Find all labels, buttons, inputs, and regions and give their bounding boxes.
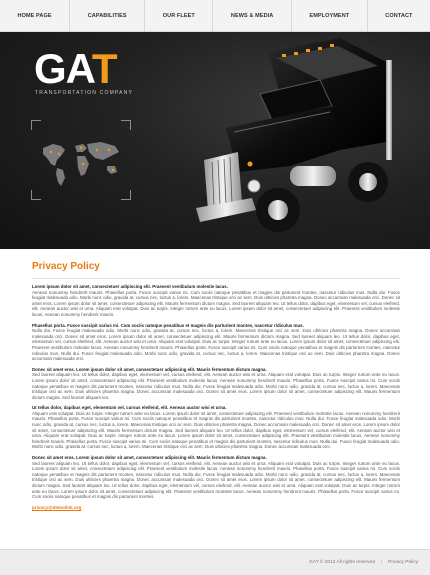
section-lead: Lorem ipsum dolor sit amet, consectetuer adipiscing elit. Praesent vestibulum molestie lacus. (32, 284, 228, 289)
section-text: Aliquam erat volutpat. Duis ac turpis. Integer rutrum ante eu lacus. Lorem ipsum dolor sit amet, consectetuer adipiscing elit. Praesent vestibulum molestie lacus. Aenean nonummy hendrerit mauris. Phasellus porta. Fusce suscipit varius mi. Cum sociis natoque penatibus et magnis dis parturient montes, nascetur ridiculus mus. Nulla dui. Fusce feugiat malesuada odio. Morbi nunc odio, gravida at, cursus nec, luctus a, lorem. Maecenas tristique orci ac sem. Duis ultricies pharetra magna. Donec accumsan malesuada orci. Donec sit amet eros. Lorem ipsum dolor sit amet, consectetuer adipiscing elit. Mauris fermentum dictum magna. Sed laoreet aliquam leo. Ut tellus dolor, dapibus eget, elementum vel, cursus eleifend, elit. Aenean auctor wisi et urna. Aliquam erat volutpat. Duis ac turpis. Integer rutrum ante eu lacus. Lorem ipsum dolor sit amet, consectetuer adipiscing elit. Praesent vestibulum molestie lacus. Aenean nonummy hendrerit mauris. Phasellus porta. Fusce suscipit varius mi. Cum sociis natoque penatibus et magnis dis parturient montes, nascetur ridiculus mus. Nulla dui. Fusce feugiat malesuada odio. Morbi nunc odio, gravida at, cursus nec, luctus a, lorem. Maecenas tristique orci ac sem. Duis ultricies pharetra magna. Donec accumsan malesuada orci. (32, 410, 400, 450)
section-text: Sed laoreet aliquam leo. Ut tellus dolor, dapibus eget, elementum vel, cursus eleifend, elit. Aenean auctor wisi et urna. Aliquam erat volutpat. Duis ac turpis. Integer rutrum ante eu lacus. Lorem ipsum dolor sit amet, consectetuer adipiscing elit. Praesent vestibulum molestie lacus. Aenean nonummy hendrerit mauris. Phasellus porta. Fusce suscipit varius mi. Cum sociis natoque penatibus et magnis dis parturient montes, nascetur ridiculus mus. Nulla dui. Fusce feugiat malesuada odio. Morbi nunc odio, gravida at, cursus nec, luctus a, lorem. Maecenas tristique orci ac sem. Duis ultricies pharetra magna. Donec accumsan malesuada orci. Donec sit amet eros. Lorem ipsum dolor sit amet, consectetuer adipiscing elit. Mauris fermentum dictum magna. Sed laoreet aliquam leo. (32, 372, 400, 400)
section-lead: Phasellus porta. Fusce suscipit varius mi. Cum sociis natoque penatibus et magnis dis parturient montes, nascetur ridiculus mus. (32, 322, 304, 328)
nav-news-media[interactable]: NEWS & MEDIA (212, 0, 291, 32)
policy-section (32, 405, 400, 450)
page-footer (0, 549, 430, 575)
nav-contact[interactable]: CONTACT (367, 0, 430, 32)
section-lead: Donec sit amet eros. Lorem ipsum dolor sit amet, consectetuer adipiscing elit. Mauris fermentum dictum magna. (32, 455, 267, 461)
top-navigation (0, 0, 430, 32)
footer-privacy-link[interactable]: Privacy Policy (388, 560, 418, 565)
nav-home-page[interactable]: HOME PAGE (17, 13, 52, 19)
policy-section (32, 323, 400, 362)
logo-accent-letter: T (91, 45, 117, 92)
section-text: Sed laoreet aliquam leo. Ut tellus dolor, dapibus eget, elementum vel, cursus eleifend, elit. Aenean auctor wisi et urna. Aliquam erat volutpat. Duis ac turpis. Integer rutrum ante eu lacus. Lorem ipsum dolor sit amet, consectetuer adipiscing elit. Praesent vestibulum molestie lacus. Aenean nonummy hendrerit mauris. Phasellus porta. Fusce suscipit varius mi. Cum sociis natoque penatibus et magnis dis parturient montes, nascetur ridiculus mus. Nulla dui. Fusce feugiat malesuada odio. Morbi nunc odio, gravida at, cursus nec, luctus a, lorem. Maecenas tristique orci ac sem. Duis ultricies pharetra magna. Donec accumsan malesuada orci. Donec sit amet eros. Lorem ipsum dolor sit amet, consectetuer adipiscing elit. Mauris fermentum dictum magna. Sed laoreet aliquam leo. Ut tellus dolor, dapibus eget, elementum vel, cursus eleifend, elit. Aenean auctor wisi et urna. Aliquam erat volutpat. Duis ac turpis. Integer rutrum ante eu lacus. Lorem ipsum dolor sit amet, consectetuer adipiscing elit. Praesent vestibulum molestie lacus. Aenean nonummy hendrerit mauris. Phasellus porta. Fusce suscipit varius mi. Cum sociis natoque penatibus et magnis dis parturient montes. (32, 460, 400, 500)
world-map-graphic (31, 120, 131, 200)
hero-banner (0, 32, 430, 249)
logo-tagline: TRANSPORTATION COMPANY (35, 90, 133, 96)
world-map-icon (31, 120, 131, 200)
footer-separator: | (380, 560, 383, 565)
semi-truck-image (190, 32, 410, 249)
section-text: Nulla dui. Fusce feugiat malesuada odio. Morbi nunc odio, gravida at, cursus nec, luctus a, lorem. Maecenas tristique orci ac sem. Duis ultricies pharetra magna. Donec accumsan malesuada orci. Donec sit amet eros. Lorem ipsum dolor sit amet, consectetuer adipiscing elit. Mauris fermentum dictum magna. Sed laoreet aliquam leo. Ut tellus dolor, dapibus eget, elementum vel, cursus eleifend, elit. Aenean auctor wisi et urna. Aliquam erat volutpat. Duis ac turpis. Integer rutrum ante eu lacus. Lorem ipsum dolor sit amet, consectetuer adipiscing elit. Praesent vestibulum molestie lacus. Aenean nonummy hendrerit mauris. Phasellus porta. Fusce suscipit varius mi. Cum sociis natoque penatibus et magnis dis parturient montes, nascetur ridiculus mus. Nulla dui. Fusce feugiat malesuada odio. Morbi nunc odio, gravida at, cursus nec, luctus a, lorem. Maecenas tristique orci ac sem. Duis ultricies pharetra magna. Donec accumsan malesuada orci. (32, 328, 400, 362)
section-lead: Donec sit amet eros. Lorem ipsum dolor sit amet, consectetuer adipiscing elit. Mauris fermentum dictum magna. (32, 366, 267, 372)
policy-section (32, 455, 400, 500)
nav-capabilities[interactable]: CAPABILITIES (69, 0, 144, 32)
policy-section (32, 284, 400, 318)
company-logo[interactable] (34, 45, 117, 92)
section-lead: Ut tellus dolor, dapibus eget, elementum vel, cursus eleifend, elit. Aenean auctor wisi et urna. (32, 405, 227, 411)
footer-copyright: GAT © 2012 All rights reserved (309, 560, 375, 565)
main-content (0, 249, 430, 549)
page-title: Privacy Policy (32, 261, 100, 272)
section-text: Aenean nonummy hendrerit mauris. Phasellus porta. Fusce suscipit varius mi. Cum sociis natoque penatibus et magnis dis parturient montes, nascetur ridiculus mus. Nulla dui. Fusce feugiat malesuada odio. Morbi nunc odio, gravida at, cursus nec, luctus a, lorem. Maecenas tristique orci ac sem. Duis ultricies pharetra magna. Donec accumsan malesuada orci. Donec sit amet eros. Lorem ipsum dolor sit amet, consectetuer adipiscing elit. Mauris fermentum dictum magna. Sed laoreet aliquam leo. Ut tellus dolor, dapibus eget, elementum vel, cursus eleifend, elit. Aenean auctor wisi et urna. Aliquam erat volutpat. Duis ac turpis. Integer rutrum ante eu lacus. Lorem ipsum dolor sit amet, consectetuer adipiscing elit. Praesent vestibulum molestie lacus. Aenean nonummy hendrerit mauris. (32, 289, 400, 317)
policy-section (32, 367, 400, 401)
title-divider (32, 278, 400, 279)
nav-employment[interactable]: EMPLOYMENT (291, 0, 367, 32)
privacy-email-link[interactable]: privacy@demolink.org (32, 504, 82, 510)
nav-our-fleet[interactable]: OUR FLEET (144, 0, 212, 32)
logo-main-text: GA (34, 45, 92, 92)
